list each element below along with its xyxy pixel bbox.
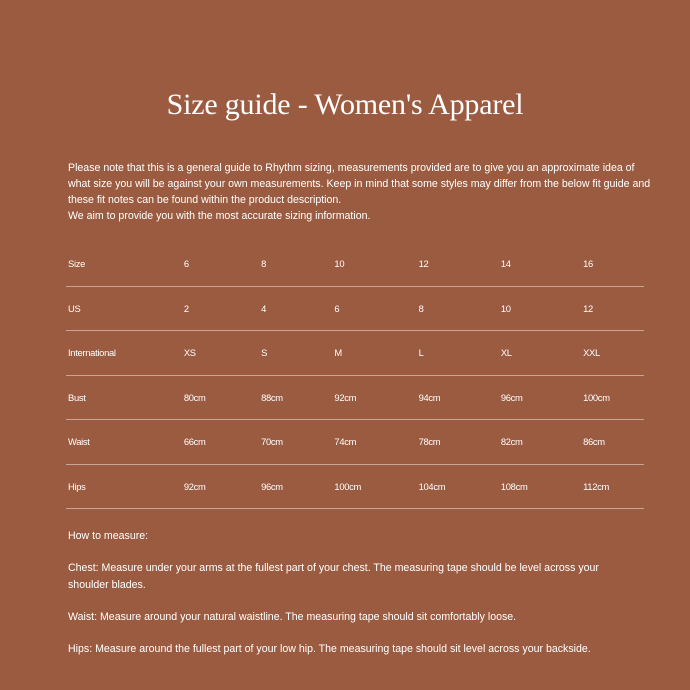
table-cell: 96cm: [499, 375, 581, 420]
table-cell: L: [417, 331, 499, 376]
table-cell: 92cm: [182, 464, 259, 509]
row-label: US: [66, 286, 182, 331]
how-to-measure-section: [68, 528, 638, 673]
table-cell: S: [259, 331, 332, 376]
table-cell: 82cm: [499, 420, 581, 465]
table-cell: 86cm: [581, 420, 644, 465]
table-cell: 6: [182, 242, 259, 286]
table-cell: 12: [581, 286, 644, 331]
table-cell: 66cm: [182, 420, 259, 465]
how-to-measure-heading: How to measure:: [68, 530, 149, 542]
table-cell: 74cm: [332, 420, 416, 465]
table-row-size: [66, 242, 644, 286]
table-row-hips: [66, 464, 644, 509]
table-cell: 6: [332, 286, 416, 331]
intro-paragraph: Please note that this is a general guide to Rhythm sizing, measurements provided are to give you an approximate idea of what size you will be against your own measurements. Keep in mind that some styles may differ from the below fit guide and these fit notes can be found within the product description.: [68, 162, 651, 206]
table-cell: 14: [499, 242, 581, 286]
table-row-waist: [66, 420, 644, 465]
table-cell: 12: [417, 242, 499, 286]
row-label: International: [66, 331, 182, 376]
table-cell: 16: [581, 242, 644, 286]
table-row-international: [66, 331, 644, 376]
table-row-us: [66, 286, 644, 331]
intro-note: We aim to provide you with the most accurate sizing information.: [68, 210, 371, 222]
table-cell: 80cm: [182, 375, 259, 420]
row-label: Size: [66, 242, 182, 286]
size-table: [66, 242, 644, 509]
row-label: Bust: [66, 375, 182, 420]
table-cell: 100cm: [581, 375, 644, 420]
table-cell: 10: [499, 286, 581, 331]
table-row-bust: [66, 375, 644, 420]
table-cell: XL: [499, 331, 581, 376]
page-title: Size guide - Women's Apparel: [166, 88, 524, 121]
table-cell: 92cm: [332, 375, 416, 420]
table-cell: 10: [332, 242, 416, 286]
waist-instructions: Waist: Measure around your natural waistline. The measuring tape should sit comfortably loose.: [68, 611, 517, 623]
table-cell: 8: [417, 286, 499, 331]
table-cell: 70cm: [259, 420, 332, 465]
row-label: Hips: [66, 464, 182, 509]
table-cell: 112cm: [581, 464, 644, 509]
table-cell: 100cm: [332, 464, 416, 509]
table-cell: 96cm: [259, 464, 332, 509]
table-cell: 88cm: [259, 375, 332, 420]
table-cell: XXL: [581, 331, 644, 376]
table-cell: 104cm: [417, 464, 499, 509]
chest-instructions: Chest: Measure under your arms at the fullest part of your chest. The measuring tape should be level across your shoulder blades.: [68, 562, 599, 591]
table-cell: 108cm: [499, 464, 581, 509]
table-cell: 78cm: [417, 420, 499, 465]
row-label: Waist: [66, 420, 182, 465]
hips-instructions: Hips: Measure around the fullest part of your low hip. The measuring tape should sit level across your backside.: [68, 643, 591, 655]
intro-text: [68, 160, 658, 224]
table-cell: 94cm: [417, 375, 499, 420]
table-cell: 8: [259, 242, 332, 286]
table-cell: 4: [259, 286, 332, 331]
table-cell: 2: [182, 286, 259, 331]
table-cell: XS: [182, 331, 259, 376]
table-cell: M: [332, 331, 416, 376]
